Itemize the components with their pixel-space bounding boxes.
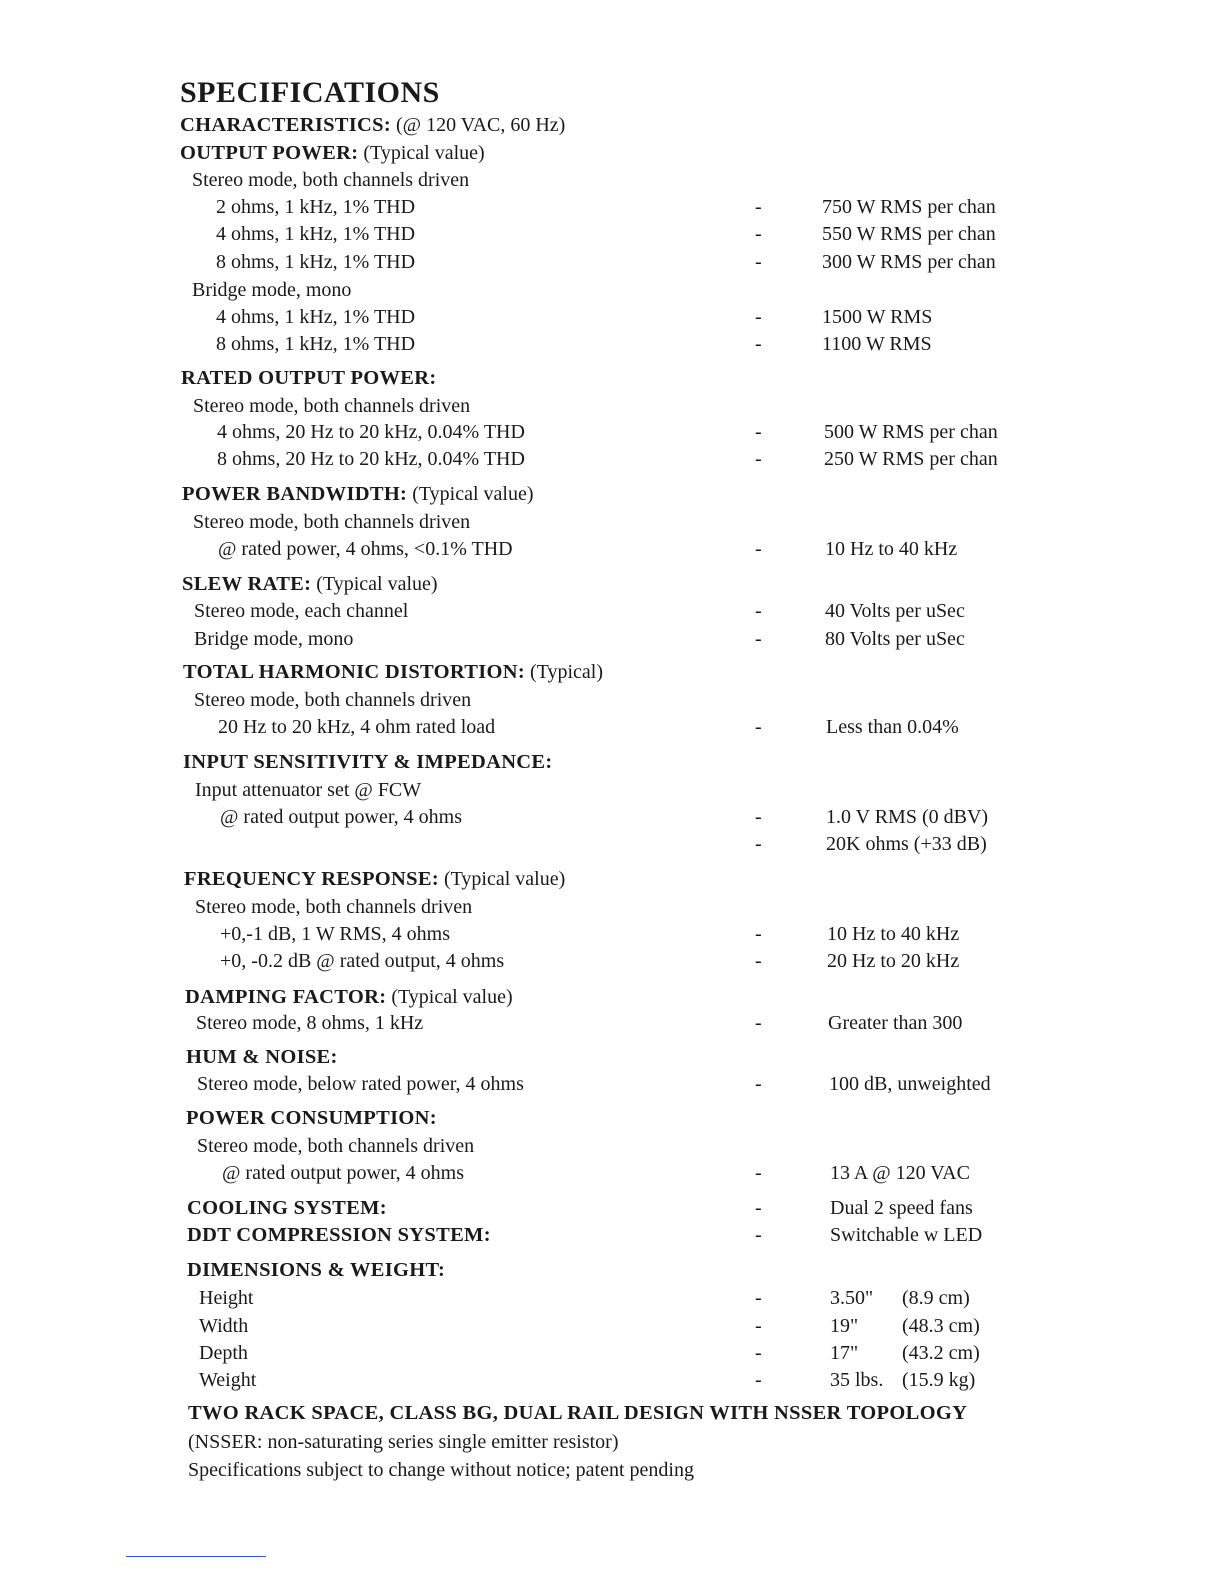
section-heading: POWER BANDWIDTH: bbox=[182, 483, 408, 505]
notice: Specifications subject to change without notice; patent pending bbox=[188, 1459, 694, 1481]
imperial-value: 35 lbs. bbox=[830, 1369, 884, 1391]
imperial-value: 19" bbox=[830, 1315, 859, 1337]
section-heading: OUTPUT POWER: bbox=[180, 142, 359, 164]
spec-row bbox=[0, 1162, 1225, 1189]
section-heading: CHARACTERISTICS: bbox=[180, 114, 391, 136]
consumption-stereo bbox=[0, 1135, 1225, 1162]
spec-row bbox=[0, 806, 1225, 833]
design-statement: TWO RACK SPACE, CLASS BG, DUAL RAIL DESIGN WITH NSSER TOPOLOGY bbox=[188, 1402, 968, 1424]
imperial-value: 17" bbox=[830, 1342, 859, 1364]
spec-label: +0,-1 dB, 1 W RMS, 4 ohms bbox=[220, 923, 451, 945]
power-bandwidth-heading bbox=[0, 483, 1225, 510]
section-heading: DIMENSIONS & WEIGHT: bbox=[187, 1259, 446, 1281]
spec-label: Stereo mode, each channel bbox=[194, 600, 409, 622]
dash: - bbox=[755, 923, 762, 945]
dash: - bbox=[755, 448, 762, 470]
spec-row bbox=[0, 196, 1225, 223]
mode-label: Bridge mode, mono bbox=[192, 279, 352, 301]
spec-value: 1100 W RMS bbox=[822, 333, 932, 355]
dash: - bbox=[755, 950, 762, 972]
section-note: (@ 120 VAC, 60 Hz) bbox=[395, 114, 566, 136]
spec-value: 500 W RMS per chan bbox=[824, 421, 998, 443]
dimension-row bbox=[0, 1369, 1225, 1396]
thd-heading bbox=[0, 661, 1225, 688]
spec-row bbox=[0, 716, 1225, 743]
freq-response-heading bbox=[0, 868, 1225, 895]
dash: - bbox=[755, 333, 762, 355]
section-heading: COOLING SYSTEM: bbox=[187, 1197, 387, 1219]
spec-label: +0, -0.2 dB @ rated output, 4 ohms bbox=[220, 950, 505, 972]
section-heading: DDT COMPRESSION SYSTEM: bbox=[187, 1224, 491, 1246]
spec-label: Bridge mode, mono bbox=[194, 628, 354, 650]
mode-label: Stereo mode, both channels driven bbox=[193, 395, 471, 417]
slew-rate-heading bbox=[0, 573, 1225, 600]
rated-output-heading bbox=[0, 367, 1225, 394]
dash: - bbox=[755, 1073, 762, 1095]
input-heading bbox=[0, 751, 1225, 778]
spec-value: Dual 2 speed fans bbox=[830, 1197, 973, 1219]
spec-label: Stereo mode, 8 ohms, 1 kHz bbox=[196, 1012, 424, 1034]
notice-line bbox=[0, 1459, 1225, 1486]
cooling-row bbox=[0, 1197, 1225, 1224]
spec-value: 1500 W RMS bbox=[822, 306, 933, 328]
spec-row bbox=[0, 251, 1225, 278]
section-note: (Typical value) bbox=[316, 573, 438, 595]
section-note: (Typical value) bbox=[363, 142, 485, 164]
mode-label: Input attenuator set @ FCW bbox=[195, 779, 422, 801]
section-note: (Typical value) bbox=[443, 868, 566, 890]
dash: - bbox=[755, 1287, 762, 1309]
section-heading: POWER CONSUMPTION: bbox=[186, 1107, 437, 1129]
spec-value: 13 A @ 120 VAC bbox=[830, 1162, 970, 1184]
hum-heading bbox=[0, 1046, 1225, 1073]
dash: - bbox=[755, 1197, 762, 1219]
spec-label: Weight bbox=[199, 1369, 257, 1391]
mode-label: Stereo mode, both channels driven bbox=[197, 1135, 475, 1157]
spec-value: 1.0 V RMS (0 dBV) bbox=[826, 806, 989, 828]
dash: - bbox=[755, 421, 762, 443]
spec-label: Width bbox=[199, 1315, 249, 1337]
design-line bbox=[0, 1402, 1225, 1429]
spec-label: @ rated output power, 4 ohms bbox=[220, 806, 463, 828]
output-power-bridge bbox=[0, 279, 1225, 306]
dash: - bbox=[755, 806, 762, 828]
spec-value: Greater than 300 bbox=[828, 1012, 963, 1034]
spec-label: 4 ohms, 1 kHz, 1% THD bbox=[216, 223, 416, 245]
power-bandwidth-stereo bbox=[0, 511, 1225, 538]
dash: - bbox=[755, 716, 762, 738]
spec-value: 300 W RMS per chan bbox=[822, 251, 996, 273]
dash: - bbox=[755, 1369, 762, 1391]
footer-rule bbox=[126, 1556, 266, 1557]
ddt-row bbox=[0, 1224, 1225, 1251]
spec-value: Switchable w LED bbox=[830, 1224, 983, 1246]
spec-label: 8 ohms, 1 kHz, 1% THD bbox=[216, 251, 416, 273]
metric-value: (15.9 kg) bbox=[902, 1369, 976, 1391]
dash: - bbox=[755, 833, 762, 855]
output-power-stereo bbox=[0, 169, 1225, 196]
dimension-row bbox=[0, 1315, 1225, 1342]
section-heading: SLEW RATE: bbox=[182, 573, 312, 595]
dash: - bbox=[755, 306, 762, 328]
characteristics-line bbox=[0, 114, 1225, 141]
spec-value: 100 dB, unweighted bbox=[829, 1073, 991, 1095]
section-heading: FREQUENCY RESPONSE: bbox=[184, 868, 439, 890]
spec-value: 750 W RMS per chan bbox=[822, 196, 996, 218]
section-heading: RATED OUTPUT POWER: bbox=[181, 367, 437, 389]
spec-row bbox=[0, 833, 1225, 860]
spec-label: 2 ohms, 1 kHz, 1% THD bbox=[216, 196, 416, 218]
spec-value: 40 Volts per uSec bbox=[825, 600, 965, 622]
dash: - bbox=[755, 628, 762, 650]
spec-row bbox=[0, 448, 1225, 475]
mode-label: Stereo mode, both channels driven bbox=[192, 169, 470, 191]
section-heading: INPUT SENSITIVITY & IMPEDANCE: bbox=[183, 751, 553, 773]
spec-label: 8 ohms, 20 Hz to 20 kHz, 0.04% THD bbox=[217, 448, 525, 470]
thd-stereo bbox=[0, 689, 1225, 716]
mode-label: Stereo mode, both channels driven bbox=[193, 511, 471, 533]
metric-value: (43.2 cm) bbox=[902, 1342, 980, 1364]
spec-row bbox=[0, 1073, 1225, 1100]
imperial-value: 3.50" bbox=[830, 1287, 874, 1309]
input-sub bbox=[0, 779, 1225, 806]
section-note: (Typical value) bbox=[391, 986, 513, 1008]
spec-row bbox=[0, 306, 1225, 333]
dash: - bbox=[755, 196, 762, 218]
spec-value: 20 Hz to 20 kHz bbox=[827, 950, 960, 972]
dimension-row bbox=[0, 1287, 1225, 1314]
spec-row bbox=[0, 600, 1225, 627]
spec-row bbox=[0, 421, 1225, 448]
metric-value: (48.3 cm) bbox=[902, 1315, 980, 1337]
spec-value: Less than 0.04% bbox=[826, 716, 959, 738]
dash: - bbox=[755, 1315, 762, 1337]
section-note: (Typical) bbox=[529, 661, 603, 683]
dash: - bbox=[755, 251, 762, 273]
spec-value: 20K ohms (+33 dB) bbox=[826, 833, 987, 855]
dash: - bbox=[755, 223, 762, 245]
consumption-heading bbox=[0, 1107, 1225, 1134]
spec-row bbox=[0, 923, 1225, 950]
nsser-note: (NSSER: non-saturating series single emitter resistor) bbox=[188, 1431, 619, 1453]
page-title: SPECIFICATIONS bbox=[180, 76, 440, 109]
dash: - bbox=[755, 538, 762, 560]
dash: - bbox=[755, 1012, 762, 1034]
nsser-line bbox=[0, 1431, 1225, 1458]
damping-heading bbox=[0, 986, 1225, 1013]
section-heading: TOTAL HARMONIC DISTORTION: bbox=[183, 661, 525, 683]
mode-label: Stereo mode, both channels driven bbox=[195, 896, 473, 918]
spec-value: 250 W RMS per chan bbox=[824, 448, 998, 470]
metric-value: (8.9 cm) bbox=[902, 1287, 970, 1309]
dimension-row bbox=[0, 1342, 1225, 1369]
output-power-heading bbox=[0, 142, 1225, 169]
spec-value: 10 Hz to 40 kHz bbox=[827, 923, 960, 945]
spec-label: Height bbox=[199, 1287, 254, 1309]
section-note: (Typical value) bbox=[412, 483, 534, 505]
spec-label: 20 Hz to 20 kHz, 4 ohm rated load bbox=[218, 716, 496, 738]
spec-row bbox=[0, 223, 1225, 250]
spec-row bbox=[0, 333, 1225, 360]
spec-label: Stereo mode, below rated power, 4 ohms bbox=[197, 1073, 524, 1095]
rated-output-stereo bbox=[0, 395, 1225, 422]
section-heading: DAMPING FACTOR: bbox=[185, 986, 387, 1008]
freq-response-stereo bbox=[0, 896, 1225, 923]
spec-row bbox=[0, 1012, 1225, 1039]
spec-label: Depth bbox=[199, 1342, 248, 1364]
spec-value: 10 Hz to 40 kHz bbox=[825, 538, 958, 560]
spec-label: 8 ohms, 1 kHz, 1% THD bbox=[216, 333, 416, 355]
spec-label: 4 ohms, 20 Hz to 20 kHz, 0.04% THD bbox=[217, 421, 525, 443]
spec-label: @ rated output power, 4 ohms bbox=[222, 1162, 465, 1184]
spec-row bbox=[0, 950, 1225, 977]
dash: - bbox=[755, 1162, 762, 1184]
spec-label: 4 ohms, 1 kHz, 1% THD bbox=[216, 306, 416, 328]
spec-row bbox=[0, 628, 1225, 655]
section-heading: HUM & NOISE: bbox=[186, 1046, 338, 1068]
spec-value: 80 Volts per uSec bbox=[825, 628, 965, 650]
spec-row bbox=[0, 538, 1225, 565]
mode-label: Stereo mode, both channels driven bbox=[194, 689, 472, 711]
dash: - bbox=[755, 1224, 762, 1246]
spec-value: 550 W RMS per chan bbox=[822, 223, 996, 245]
dash: - bbox=[755, 1342, 762, 1364]
spec-label: @ rated power, 4 ohms, <0.1% THD bbox=[218, 538, 513, 560]
dash: - bbox=[755, 600, 762, 622]
dimensions-heading bbox=[0, 1259, 1225, 1286]
